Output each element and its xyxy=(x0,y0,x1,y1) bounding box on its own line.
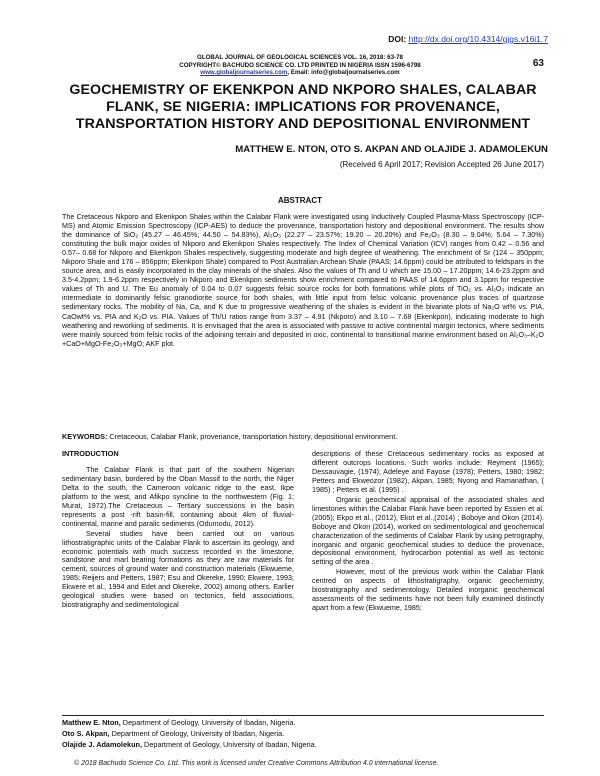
paragraph: Organic geochemical appraisal of the associated shales and limestones within the Calabar Flank have been reported by Essien et al. (2005); Ekpo et al., (2012), Ekot et al.,(2014) ; Boboye and Okon (2014). Boboye and Okon (2014), worked on sedimentological and geochemical characterization of the sediments of Calabar Flank by using petrography, inorganic and organic geochemical studies to deduce the provenace, depositional environment, hydrocarbon potential as well as tectonic setting of the area . xyxy=(312,494,544,567)
paragraph: Several studies have been carried out on various lithostratigraphic units of the Calabar Flank to ascertain its geology, and economic potentials with much success recorded in the limestone, sandstone and marl bearing formations as they are raw materials for cement, sources of ground water and construction materials (Ekwueme, 1985; Reijers and Petters, 1987; Esu and Okereke, 1990; Ekwere, 1993; Ekwere et al., 1994 and Edet and Okereke, 2002) among others. Earlier geological studies were based on tectonics, field associations, biostratigraphy and sedimentological xyxy=(62,528,294,610)
keywords-text: Cretaceous, Calabar Flank, provenance, transportation history, depositional environment. xyxy=(107,432,398,441)
body-column-right xyxy=(312,450,544,614)
article-authors: MATTHEW E. NTON, OTO S. AKPAN AND OLAJIDE J. ADAMOLEKUN xyxy=(235,144,548,155)
doi-label: DOI: xyxy=(388,34,407,44)
page-number: 63 xyxy=(532,58,544,69)
doi-line xyxy=(388,34,548,44)
affiliation-detail: Department of Geology, University of Ibadan, Nigeria. xyxy=(120,718,296,727)
journal-contact-line xyxy=(0,69,600,77)
copyright-notice: © 2018 Bachudo Science Co. Ltd. This work is licensed under Creative Commons Attribution 4.0 international license. xyxy=(74,760,439,767)
journal-copyright-line: COPYRIGHT© BACHUDO SCIENCE CO. LTD PRINTED IN NIGERIA ISSN 1596-6798 xyxy=(179,61,421,69)
affiliation-3 xyxy=(62,740,544,749)
affiliation-name: Matthew E. Nton, xyxy=(62,718,121,727)
body-column-left xyxy=(62,450,294,611)
journal-info xyxy=(0,54,600,77)
abstract-text: The Cretaceous Nkporo and Ekenkpon Shales within the Calabar Flank were investigated using Inductively Coupled Plasma-Mass Spectroscopy (ICP-MS) and Atomic Emission Spectroscopy (ICP-AES) to deduce the provenance, transportation history and depositional environment. The results show the dominance of SiO₂ (45.27 – 46.45%; 44.50 – 54.83%), Al₂O₃ (22.27 – 23.57%; 19.20 – 20.20%) and Fe₂O₃ (8.30 – 9.04%; 5.64 – 7.30%) constituting the bulk major oxides of Nkporo and Ekenkpon Shales respectively. The Index of Chemical Variation (ICV) ranges from 0.42 – 0.56 and 0.57– 0.68 for Nkporo and Ekenkpon Shales respectively, suggesting moderate and high degree of weathering. The enrichment of Sr (124 – 350ppm; Nkporo Shale and 176 – 856ppm; Ekenkpon Shale) compared to Post Australian Archean Shale (PAAS; 14.6ppm) could be attributed to feldspars in the source area, and is easily incorporated in the clay minerals of the shales. Also the values of Th and U which are 15.00 – 17.20ppm; 14.6-23.2ppm and 3.5-4.2ppm; 1.9-6.2ppm respectively in Nkporo and Ekenkpon sediments show enrichment compared to PAAS of 14.6ppm and 3.1ppm for respective values of Th and U. The Eu anomaly of 0.04 to 0.07 suggests felsic source rocks for both formations while plots of TiO₂ vs. Al₂O₃ indicate an intermediate to dominantly felsic granodiorite source for both shales, with little input from felsic volcanic provenance plus traces of quartzose sedimentary rocks. The mobility of Na, Ca, and K due to progressive weathering of the shales is evident in the bivariate plots of Na₂O wt% vs. PIA, CaOwt% vs. PIA and K₂O vs. PIA. Values of Th/U ratios range from 3.37 – 4.91 (Nkporo) and 3.10 – 7.68 (Ekenkpon), indicating moderate to high weathering and reworking of sediments. It is envisaged that the area is associated with passive to active continental margin tectonics, where sediments were mainly sourced from felsic rocks of the adjoining terrain and deposited in oxic, continental to transitional marine environment based on Al₂O₃–K₂O +CaO+MgO-Fe₂O₃+MgO; AKF plot. xyxy=(62,213,544,348)
paragraph: descriptions of these Cretaceous sedimentary rocks as exposed at different outcrops locations. Such works include: Reyment (1965); Dessauvagie, (1974); Adeleye and Fayose (1978); Petters, 1980; 1982; Petters and Ekweozor (1982), Akpan, 1985; Nyong and Ramanathan, ( 1985) ; Petters et al. (1995) . xyxy=(312,449,544,494)
affiliation-2 xyxy=(62,729,544,738)
abstract-heading: ABSTRACT xyxy=(278,196,322,205)
footnote-divider xyxy=(62,715,544,716)
affiliation-1 xyxy=(62,718,544,727)
journal-volume-line: GLOBAL JOURNAL OF GEOLOGICAL SCIENCES VOL. 16, 2018: 63-78 xyxy=(197,54,403,61)
affiliation-name: Olajide J. Adamolekun, xyxy=(62,740,143,749)
doi-link[interactable]: http://dx.doi.org/10.4314/gjgs.v16i1.7 xyxy=(408,34,548,44)
journal-email: , Email: info@globaljournalseries.com xyxy=(287,69,400,77)
introduction-heading: INTRODUCTION xyxy=(62,449,119,458)
keywords xyxy=(62,432,544,441)
paragraph: The Calabar Flank is that part of the southern Nigerian sedimentary basin, bordered by the Oban Massif to the north, the Niger Delta to the south, the Cameroon volcanic ridge to the east, Ikpe platform to the west, and Afikpo syncline to the northwestern (Fig. 1; Murat, 1972).The Cretaceous – Tertiary successions in the basin represents a post -rift basin-fill, containing about 4km of fluvial-continental, marine and paralic sediments (Odumodu, 2012). xyxy=(62,464,294,528)
journal-website-link[interactable]: www.globaljournalseries.com xyxy=(200,69,288,77)
article-title: GEOCHEMISTRY OF EKENKPON AND NKPORO SHALES, CALABAR FLANK, SE NIGERIA: IMPLICATIONS FOR PROVENANCE, TRANSPORTATION HISTORY AND DEPOSITIONAL ENVIRONMENT xyxy=(69,82,537,132)
affiliation-name: Oto S. Akpan, xyxy=(62,729,110,738)
keywords-label: KEYWORDS: xyxy=(62,432,108,441)
affiliation-detail: Department of Geology, University of Ibadan, Nigeria. xyxy=(142,740,317,749)
paragraph: However, most of the previous work within the Calabar Flank centred on aspects of lithostratigraphy, organic geochemistry, biostratigraphy and sedimentology. Detailed inorganic geochemical assessments of the sediments have not been fully examined distinctly apart from a few (Ekwueme, 1985; xyxy=(312,567,544,613)
received-dates: (Received 6 April 2017; Revision Accepted 26 June 2017) xyxy=(339,160,544,169)
affiliation-detail: Department of Geology, University of Ibadan, Nigeria. xyxy=(109,729,285,738)
